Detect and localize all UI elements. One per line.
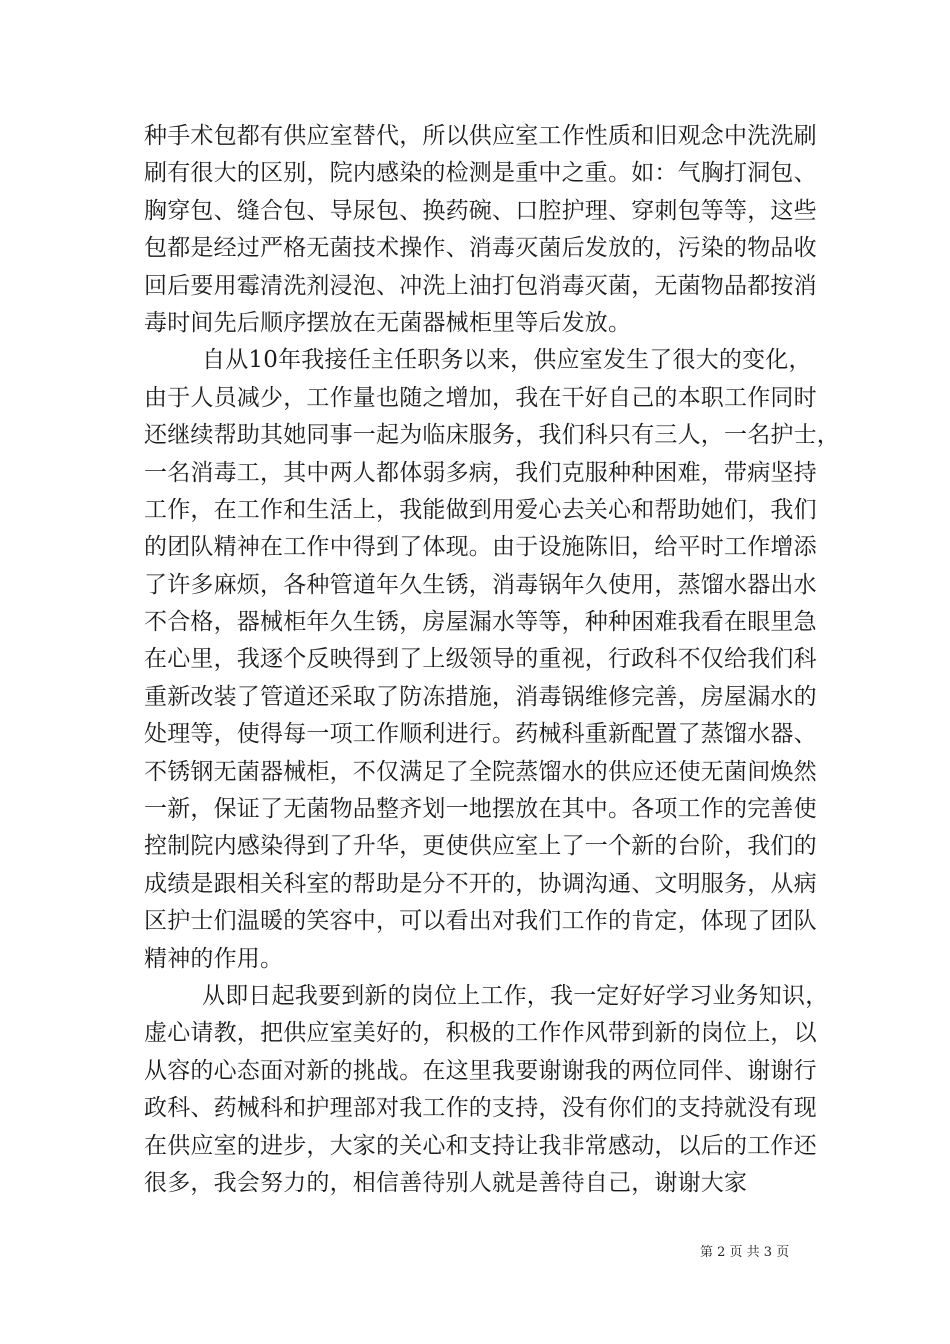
text-line: 了许多麻烦，各种管道年久生锈，消毒锅年久使用，蒸馏水器出水 xyxy=(144,571,817,598)
text-line: 重新改装了管道还采取了防冻措施，消毒锅维修完善，房屋漏水的 xyxy=(144,683,817,710)
paragraph-3 xyxy=(144,978,829,1202)
text-line: 成绩是跟相关科室的帮助是分不开的，协调沟通、文明服务，从病 xyxy=(144,870,817,897)
text-line: 在心里，我逐个反映得到了上级领导的重视，行政科不仅给我们科 xyxy=(144,646,817,673)
text-line: 包都是经过严格无菌技术操作、消毒灭菌后发放的，污染的物品收 xyxy=(144,235,817,262)
text-line: 不合格，器械柜年久生锈，房屋漏水等等，种种困难我看在眼里急 xyxy=(144,609,817,636)
text-line: 虚心请教，把供应室美好的，积极的工作作风带到新的岗位上，以 xyxy=(144,1020,817,1047)
text-line: 处理等，使得每一项工作顺利进行。药械科重新配置了蒸馏水器、 xyxy=(144,721,817,748)
text-line: 精神的作用。 xyxy=(144,945,284,972)
paragraph-1 xyxy=(144,118,817,342)
paragraph-2 xyxy=(144,342,840,978)
text-line: 刷有很大的区别，院内感染的检测是重中之重。如：气胸打洞包、 xyxy=(144,160,817,187)
text-line: 回后要用霉清洗剂浸泡、冲洗上油打包消毒灭菌，无菌物品都按消 xyxy=(144,272,817,299)
body-text xyxy=(144,118,840,1202)
text-line: 种手术包都有供应室替代，所以供应室工作性质和旧观念中洗洗刷 xyxy=(144,123,817,149)
text-line: 从容的心态面对新的挑战。在这里我要谢谢我的两位同伴、谢谢行 xyxy=(144,1057,817,1084)
text-line: 区护士们温暖的笑容中，可以看出对我们工作的肯定，体现了团队 xyxy=(144,908,817,935)
text-line: 从即日起我要到新的岗位上工作，我一定好好学习业务知识， xyxy=(202,982,829,1009)
text-line: 在供应室的进步，大家的关心和支持让我非常感动，以后的工作还 xyxy=(144,1132,817,1159)
text-line: 政科、药械科和护理部对我工作的支持，没有你们的支持就没有现 xyxy=(144,1095,817,1122)
page-number: 第 2 页 共 3 页 xyxy=(700,1245,790,1260)
text-line: 一新，保证了无菌物品整齐划一地摆放在其中。各项工作的完善使 xyxy=(144,796,817,823)
text-line: 很多，我会努力的，相信善待别人就是善待自己，谢谢大家 xyxy=(144,1169,748,1196)
text-line: 控制院内感染得到了升华，更使供应室上了一个新的台阶，我们的 xyxy=(144,833,817,860)
text-line: 的团队精神在工作中得到了体现。由于设施陈旧，给平时工作增添 xyxy=(144,534,817,561)
text-line: 自从10年我接任主任职务以来，供应室发生了很大的变化， xyxy=(202,347,812,374)
text-line: 胸穿包、缝合包、导尿包、换药碗、口腔护理、穿刺包等等，这些 xyxy=(144,197,817,224)
text-line: 不锈钢无菌器械柜，不仅满足了全院蒸馏水的供应还使无菌间焕然 xyxy=(144,758,817,785)
text-line: 毒时间先后顺序摆放在无菌器械柜里等后发放。 xyxy=(144,309,632,336)
text-line: 由于人员减少，工作量也随之增加，我在干好自己的本职工作同时 xyxy=(144,384,817,411)
text-line: 工作，在工作和生活上，我能做到用爱心去关心和帮助她们，我们 xyxy=(144,496,817,523)
text-line: 一名消毒工，其中两人都体弱多病，我们克服种种困难，带病坚持 xyxy=(144,459,817,486)
text-line: 还继续帮助其她同事一起为临床服务，我们科只有三人，一名护士， xyxy=(144,422,840,449)
